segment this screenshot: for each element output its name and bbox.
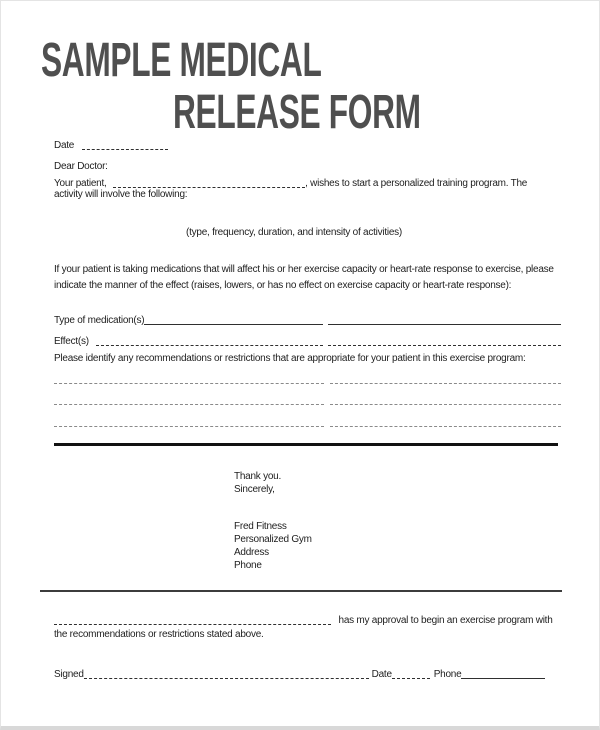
signed-date-label: Date	[371, 669, 392, 680]
effect-blank-field-2	[328, 335, 561, 346]
approval-line2: the recommendations or restrictions stated above.	[54, 629, 264, 640]
signature-address: Address	[234, 547, 269, 558]
answer-line-1-left	[54, 383, 324, 384]
signed-row	[54, 666, 545, 680]
answer-line-4-thick	[54, 443, 558, 446]
section-divider-line	[40, 590, 562, 592]
signature-block	[234, 520, 312, 572]
patient-prefix: Your patient,	[54, 178, 107, 189]
recommendations-prompt: Please identify any recommendations or restrictions that are appropriate for your patient in this exercise program:	[54, 353, 526, 364]
signed-label: Signed	[54, 669, 84, 680]
form-title-line1: SAMPLE MEDICAL	[41, 34, 322, 87]
answer-line-1-right	[330, 383, 561, 384]
medication-type-row	[54, 312, 561, 326]
date-blank-field	[82, 139, 168, 150]
signed-date-blank-field	[392, 668, 430, 679]
answer-line-2-left	[54, 404, 324, 405]
medication-paragraph: If your patient is taking medications that will affect his or her exercise capacity or heart-rate response to exercise, please indicate the manner of the effect (raises, lowers, or has no effect on exercise capacity or heart-rate response):	[54, 264, 554, 291]
closing-block	[234, 470, 281, 496]
effect-blank-field-1	[96, 335, 323, 346]
signed-blank-field	[84, 668, 369, 679]
sincerely-line: Sincerely,	[234, 484, 275, 495]
patient-name-blank-field	[113, 177, 305, 188]
activity-line: activity will involve the following:	[54, 189, 188, 200]
medication-type-blank-field-1	[144, 314, 323, 325]
approval-row	[54, 612, 553, 626]
date-row	[54, 137, 168, 151]
signature-company: Personalized Gym	[234, 534, 312, 545]
salutation: Dear Doctor:	[54, 161, 108, 172]
medication-type-label: Type of medication(s)	[54, 315, 145, 326]
signed-phone-label: Phone	[433, 669, 462, 680]
approval-name-blank-field	[54, 614, 331, 625]
activity-hint: (type, frequency, duration, and intensity of activities)	[186, 227, 402, 238]
answer-line-2-right	[330, 404, 561, 405]
signature-phone: Phone	[234, 560, 262, 571]
thank-you-line: Thank you.	[234, 471, 281, 482]
signature-name: Fred Fitness	[234, 521, 287, 532]
patient-suffix: , wishes to start a personalized training program. The	[305, 178, 528, 189]
approval-suffix: has my approval to begin an exercise program with	[338, 615, 553, 626]
effect-label: Effect(s)	[54, 336, 89, 347]
signed-phone-blank-field	[461, 668, 545, 679]
form-title-line2: RELEASE FORM	[173, 86, 421, 139]
answer-line-3-right	[330, 426, 561, 427]
patient-row	[54, 175, 527, 189]
answer-line-3-left	[54, 426, 324, 427]
effect-row	[54, 333, 561, 347]
date-label: Date	[54, 140, 75, 151]
medication-type-blank-field-2	[328, 314, 561, 325]
